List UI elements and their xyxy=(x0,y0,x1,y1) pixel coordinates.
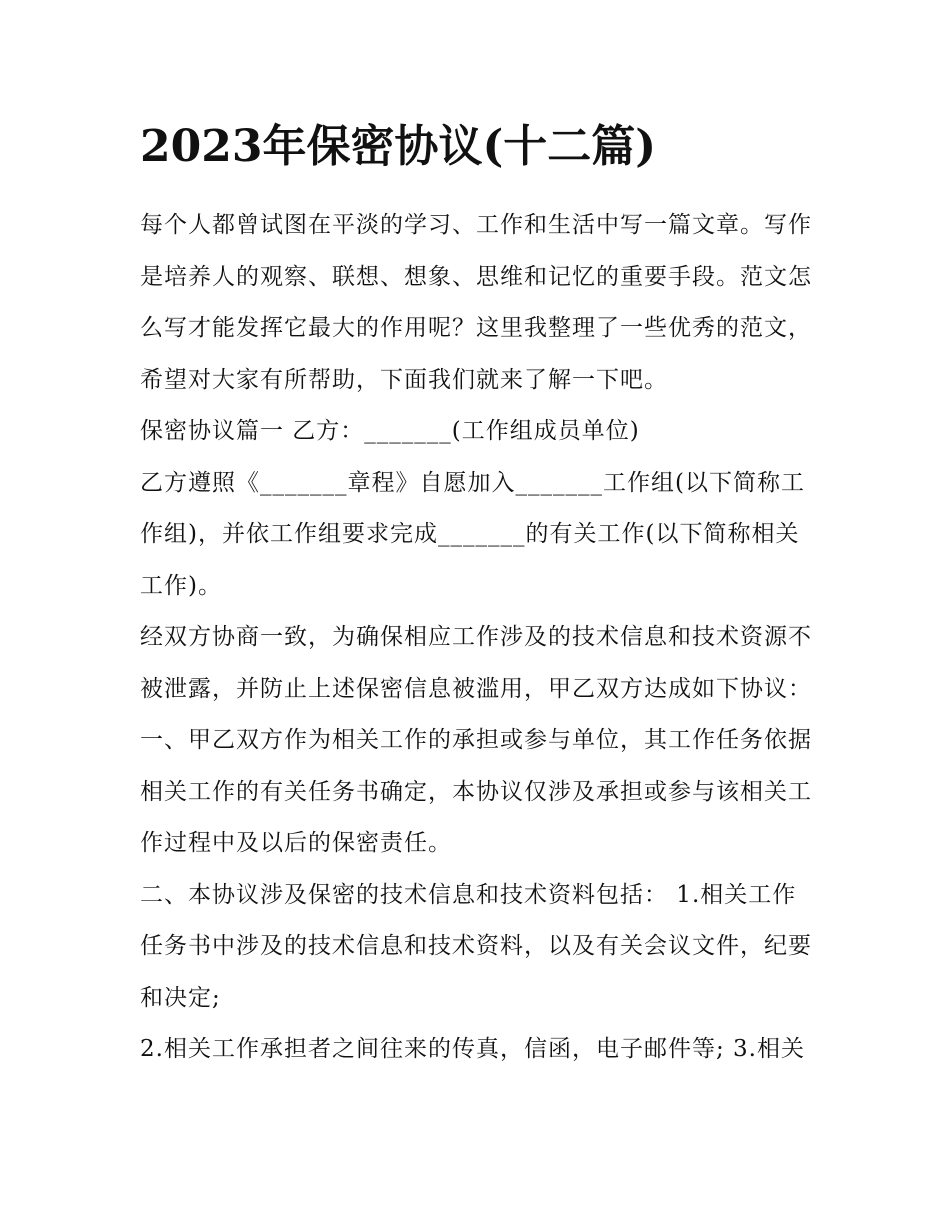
paragraph-clause-2-item-2: 2.相关工作承担者之间往来的传真，信函，电子邮件等; 3.相关 xyxy=(140,1036,805,1062)
paragraph-consensus: 经双方协商一致，为确保相应工作涉及的技术信息和技术资源不被泄露，并防止上述保密信息被滥用，甲乙双方达成如下协议： xyxy=(140,624,812,702)
paragraph-intro: 每个人都曾试图在平淡的学习、工作和生活中写一篇文章。写作是培养人的观察、联想、想象、思维和记忆的重要手段。范文怎么写才能发挥它最大的作用呢？这里我整理了一些优秀的范文，希望对大家有所帮助，下面我们就来了解一下吧。 xyxy=(140,212,812,393)
document-title: 2023年保密协议(十二篇) xyxy=(140,121,657,172)
paragraph-part-b-join: 乙方遵照《_______章程》自愿加入_______工作组(以下简称工作组)，并依工作组要求完成_______的有关工作(以下简称相关工作)。 xyxy=(140,469,805,599)
paragraph-part-a: 保密协议篇一 乙方：_______(工作组成员单位) xyxy=(140,418,640,444)
paragraph-clause-1: 一、甲乙双方作为相关工作的承担或参与单位，其工作任务依据相关工作的有关任务书确定，本协议仅涉及承担或参与该相关工作过程中及以后的保密责任。 xyxy=(140,727,812,856)
paragraph-clause-2: 二、本协议涉及保密的技术信息和技术资料包括： 1.相关工作任务书中涉及的技术信息和技术资料，以及有关会议文件，纪要和决定; xyxy=(140,881,812,1011)
document-page xyxy=(140,112,820,1076)
